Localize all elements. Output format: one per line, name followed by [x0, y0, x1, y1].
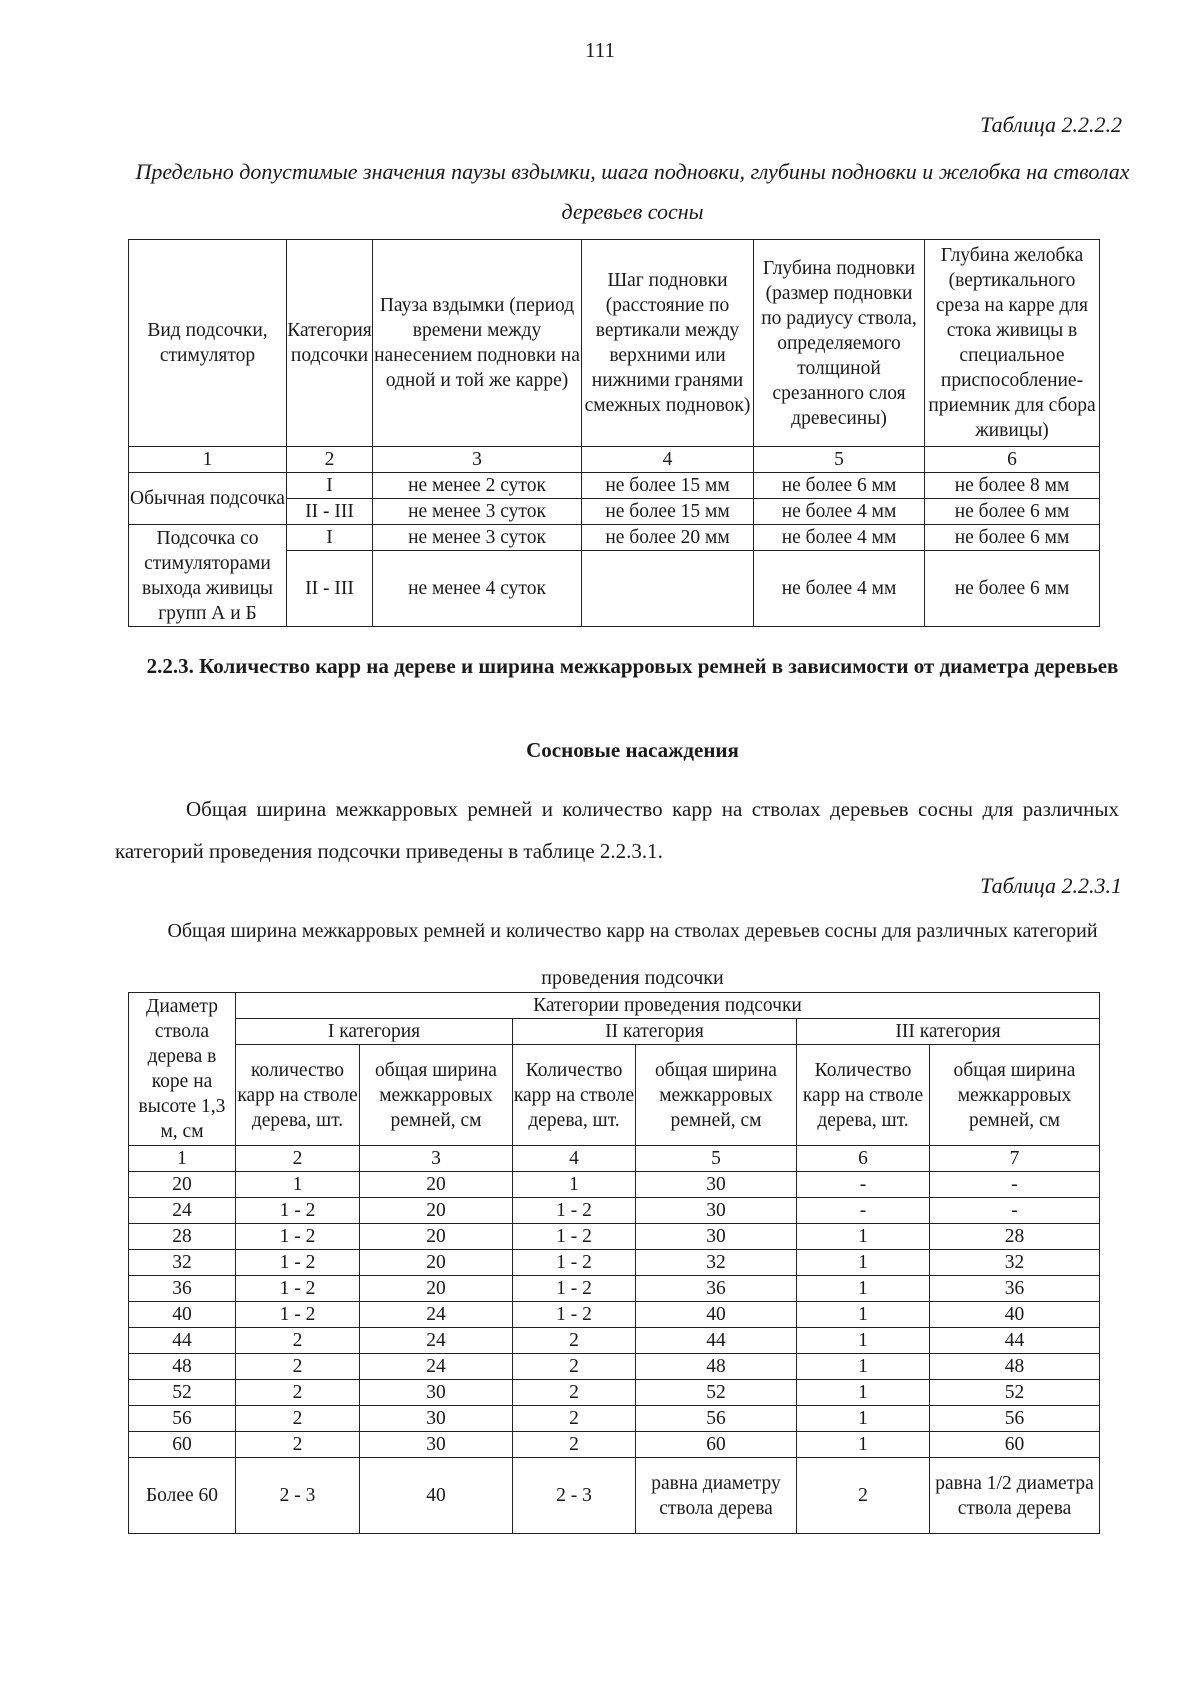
table2-cell: 1 [797, 1224, 930, 1250]
table2-cell: 56 [636, 1406, 797, 1432]
table2-row [129, 1250, 1100, 1276]
table2-cell: 36 [930, 1276, 1100, 1302]
table2-cell: 44 [930, 1328, 1100, 1354]
table2-cell: - [797, 1198, 930, 1224]
table2-diameter-cell: 32 [129, 1250, 236, 1276]
table2-diameter-cell: Более 60 [129, 1458, 236, 1534]
table2-cell: 24 [360, 1328, 513, 1354]
table1-colnum: 6 [925, 447, 1100, 473]
table2-cell: 28 [930, 1224, 1100, 1250]
table2-cell: 2 [236, 1380, 360, 1406]
table1-cell: не более 4 мм [754, 525, 925, 551]
table2-cell: 30 [360, 1380, 513, 1406]
table1-colnum: 2 [287, 447, 373, 473]
table1-group-label: Обычная подсочка [129, 473, 287, 525]
table1-cell: не более 8 мм [925, 473, 1100, 499]
table1-cell: не более 6 мм [925, 525, 1100, 551]
table1-cell [582, 551, 754, 627]
table2-cell: 40 [636, 1302, 797, 1328]
table2-row [129, 1198, 1100, 1224]
table1-cell: не более 4 мм [754, 499, 925, 525]
table2-cell: 1 - 2 [513, 1224, 636, 1250]
table2-cell: 1 [797, 1250, 930, 1276]
table2-cell: 1 - 2 [236, 1198, 360, 1224]
table2-subheader: Количество карр на стволе дерева, шт. [797, 1045, 930, 1146]
table1-cell: не менее 3 суток [373, 499, 582, 525]
table2-cell: 2 [513, 1432, 636, 1458]
table2-subheader: общая ширина межкарровых ремней, см [930, 1045, 1100, 1146]
table2-cell: 30 [636, 1172, 797, 1198]
table2-row [129, 1172, 1100, 1198]
table1-cell: не более 4 мм [754, 551, 925, 627]
table2-cell: 1 [236, 1172, 360, 1198]
table2-cell: 1 [797, 1380, 930, 1406]
table2-categories-header: Категории проведения подсочки [236, 993, 1100, 1019]
table2-category-iii: III категория [797, 1019, 1100, 1045]
table1-cell: не более 6 мм [925, 499, 1100, 525]
table1-header-cell: Вид подсочки, стимулятор [129, 240, 287, 447]
table2-category-ii: II категория [513, 1019, 797, 1045]
table2-cell: - [930, 1172, 1100, 1198]
table1-cell: не менее 3 суток [373, 525, 582, 551]
table1-colnum: 1 [129, 447, 287, 473]
table1-cell: I [287, 525, 373, 551]
table2-cell: 36 [636, 1276, 797, 1302]
table2-cell: 1 - 2 [236, 1302, 360, 1328]
table1-cell: не более 15 мм [582, 473, 754, 499]
table2-cell: 20 [360, 1276, 513, 1302]
table2-diameter-cell: 52 [129, 1380, 236, 1406]
table2-colnum: 5 [636, 1146, 797, 1172]
table2-cell: 2 [513, 1406, 636, 1432]
table2-cell: 2 [236, 1328, 360, 1354]
table2-cell: 2 [236, 1432, 360, 1458]
table2-cell: 2 [236, 1354, 360, 1380]
table2-cell: 1 [797, 1328, 930, 1354]
table2-diameter-header: Диаметр ствола дерева в коре на высоте 1,3 м, см [129, 993, 236, 1146]
table2-diameter-cell: 60 [129, 1432, 236, 1458]
table2-cell: 52 [930, 1380, 1100, 1406]
table2-cell: 30 [360, 1432, 513, 1458]
table2-cell: 40 [930, 1302, 1100, 1328]
table1-cell: не менее 4 суток [373, 551, 582, 627]
table1-cell: II - III [287, 551, 373, 627]
section-heading: 2.2.3. Количество карр на дереве и ширина межкарровых ремней в зависимости от диаметра деревьев [146, 654, 1119, 678]
table2-cell: 2 [513, 1354, 636, 1380]
table1-cell: не более 6 мм [925, 551, 1100, 627]
table1-header-cell: Глубина подновки (размер подновки по радиусу ствола, определяемого толщиной срезанного слоя древесины) [754, 240, 925, 447]
table2-subheader: общая ширина межкарровых ремней, см [636, 1045, 797, 1146]
table2-colnum: 3 [360, 1146, 513, 1172]
table2-cell: 1 [797, 1276, 930, 1302]
table2-row [129, 1224, 1100, 1250]
table2-subheader: количество карр на стволе дерева, шт. [236, 1045, 360, 1146]
table2-diameter-cell: 28 [129, 1224, 236, 1250]
table2-diameter-cell: 24 [129, 1198, 236, 1224]
table2-cell: 40 [360, 1458, 513, 1534]
table2-cell: 1 [797, 1302, 930, 1328]
table2-cell: 60 [930, 1432, 1100, 1458]
table2-cell: 1 - 2 [236, 1250, 360, 1276]
table2-colnum: 7 [930, 1146, 1100, 1172]
table2-cell: 1 [797, 1354, 930, 1380]
table1-colnum: 4 [582, 447, 754, 473]
table2-row [129, 1458, 1100, 1534]
table2-cell: 1 [797, 1432, 930, 1458]
table1-header-cell: Категория подсочки [287, 240, 373, 447]
table1-group-label: Подсочка со стимуляторами выхода живицы групп А и Б [129, 525, 287, 627]
table2-cell: 2 [236, 1406, 360, 1432]
table2-diameter-cell: 56 [129, 1406, 236, 1432]
table1-cell: не менее 2 суток [373, 473, 582, 499]
table2-cell: 1 - 2 [513, 1250, 636, 1276]
table2-caption: Таблица 2.2.3.1 [980, 873, 1122, 898]
table1-caption: Таблица 2.2.2.2 [980, 112, 1122, 137]
table2-colnum: 6 [797, 1146, 930, 1172]
table2-cell: 1 [797, 1406, 930, 1432]
table2-cell: 2 [797, 1458, 930, 1534]
table2-row [129, 1380, 1100, 1406]
table2-cell: 1 [513, 1172, 636, 1198]
table2-cell: равна диаметру ствола дерева [636, 1458, 797, 1534]
table2-category-i: I категория [236, 1019, 513, 1045]
table2-cell: 1 - 2 [513, 1198, 636, 1224]
table2-cell: 2 - 3 [513, 1458, 636, 1534]
table2-cell: 32 [930, 1250, 1100, 1276]
table2-row [129, 1354, 1100, 1380]
table1-header-cell: Пауза вздымки (период времени между нанесением подновки на одной и той же карре) [373, 240, 582, 447]
table2-cell: 30 [636, 1198, 797, 1224]
table1-colnum: 5 [754, 447, 925, 473]
table1-header-cell: Глубина желобка (вертикального среза на карре для стока живицы в специальное приспособление-приемник для сбора живицы) [925, 240, 1100, 447]
table2-cell: 32 [636, 1250, 797, 1276]
table1-title: Предельно допустимые значения паузы вздымки, шага подновки, глубины подновки и желобка на стволах деревьев сосны [135, 159, 1130, 224]
table2-title: Общая ширина межкарровых ремней и количество карр на стволах деревьев сосны для различных категорий проведения подсочки [167, 920, 1098, 989]
table1-cell: не более 15 мм [582, 499, 754, 525]
table2-cell: 20 [360, 1198, 513, 1224]
table2-diameter-cell: 36 [129, 1276, 236, 1302]
table2-diameter-cell: 20 [129, 1172, 236, 1198]
table2-row [129, 1432, 1100, 1458]
table2-cell: 48 [930, 1354, 1100, 1380]
table2-cell: 20 [360, 1172, 513, 1198]
table1-header-cell: Шаг подновки (расстояние по вертикали между верхними или нижними гранями смежных подновок) [582, 240, 754, 447]
table2 [128, 992, 1100, 1534]
table2-row [129, 1328, 1100, 1354]
table2-row [129, 1276, 1100, 1302]
table1-row [129, 473, 1100, 499]
table2-subheader: Количество карр на стволе дерева, шт. [513, 1045, 636, 1146]
table2-cell: 1 - 2 [513, 1302, 636, 1328]
table2-diameter-cell: 40 [129, 1302, 236, 1328]
table2-cell: 30 [360, 1406, 513, 1432]
table2-cell: 52 [636, 1380, 797, 1406]
table2-cell: 2 [513, 1380, 636, 1406]
table2-cell: 2 [513, 1328, 636, 1354]
table2-cell: 1 - 2 [236, 1224, 360, 1250]
table1-row [129, 525, 1100, 551]
table2-diameter-cell: 48 [129, 1354, 236, 1380]
table1-cell: II - III [287, 499, 373, 525]
table1-colnum: 3 [373, 447, 582, 473]
table2-diameter-cell: 44 [129, 1328, 236, 1354]
table2-cell: 20 [360, 1224, 513, 1250]
table2-cell: - [797, 1172, 930, 1198]
table2-cell: равна 1/2 диаметра ствола дерева [930, 1458, 1100, 1534]
table1-cell: не более 20 мм [582, 525, 754, 551]
table2-cell: 24 [360, 1354, 513, 1380]
table2-cell: 1 - 2 [513, 1276, 636, 1302]
table2-colnum: 1 [129, 1146, 236, 1172]
table2-cell: - [930, 1198, 1100, 1224]
table2-cell: 30 [636, 1224, 797, 1250]
table2-cell: 24 [360, 1302, 513, 1328]
table2-colnum: 4 [513, 1146, 636, 1172]
table2-row [129, 1406, 1100, 1432]
table1-cell: I [287, 473, 373, 499]
body-paragraph: Общая ширина межкарровых ремней и количество карр на стволах деревьев сосны для различных категорий проведения подсочки приведены в таблице 2.2.3.1. [115, 797, 1119, 863]
table2-cell: 1 - 2 [236, 1276, 360, 1302]
table1-cell: не более 6 мм [754, 473, 925, 499]
table2-subheader: общая ширина межкарровых ремней, см [360, 1045, 513, 1146]
table2-cell: 60 [636, 1432, 797, 1458]
page-number: 111 [585, 38, 615, 62]
table2-cell: 56 [930, 1406, 1100, 1432]
table2-cell: 48 [636, 1354, 797, 1380]
table2-cell: 2 - 3 [236, 1458, 360, 1534]
table2-cell: 20 [360, 1250, 513, 1276]
table1 [128, 239, 1100, 627]
table2-row [129, 1302, 1100, 1328]
table2-colnum: 2 [236, 1146, 360, 1172]
table2-cell: 44 [636, 1328, 797, 1354]
section-subheading: Сосновые насаждения [526, 738, 739, 762]
